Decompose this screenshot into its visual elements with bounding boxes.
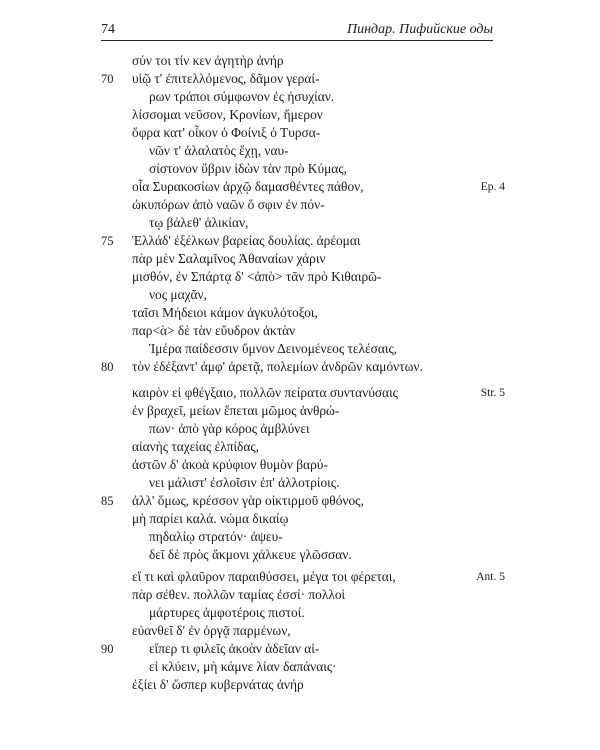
verse-line [0, 250, 600, 268]
verse-line [0, 178, 600, 196]
stanza-antistrophe-5 [0, 568, 600, 694]
verse-line [0, 232, 600, 250]
verse-text: μισθόν, ἐν Σπάρτᾳ δ' <ἀπὸ> τᾶν πρὸ Κιθαιρῶ- [132, 269, 382, 284]
stanza-label: Ant. 5 [476, 571, 505, 583]
verse-text: νος μαχᾶν, [149, 287, 207, 302]
verse-text: νῶν τ' ἀλαλατὸς ἔχῃ, ναυ- [149, 143, 289, 158]
verse-line [0, 304, 600, 322]
verse-line [0, 358, 600, 376]
running-title: Пиндар. Пифийские оды [346, 22, 493, 37]
verse-text: ὠκυπόρων ἀπὸ ναῶν ὅ σφιν ἐν πόν- [132, 197, 325, 212]
verse-line [0, 622, 600, 640]
line-number: 70 [101, 72, 114, 86]
verse-text: τῳ βάλεθ' ἁλικίαν, [149, 215, 249, 230]
verse-text: ἀστῶν δ' ἀκοὰ κρύφιον θυμὸν βαρύ- [132, 457, 328, 472]
verse-text: αἰανὴς ταχείας ἐλπίδας, [132, 439, 260, 454]
verse-text: ἐν βραχεῖ, μείων ἕπεται μῶμος ἀνθρώ- [132, 403, 340, 418]
verse-line [0, 384, 600, 402]
verse-text: υἱῷ τ' ἐπιτελλόμενος, δᾶμον γεραί- [132, 71, 320, 86]
verse-text: εἴ τι καὶ φλαῦρον παραιθύσσει, μέγα τοι φέρεται, [132, 569, 396, 584]
verse-line [0, 658, 600, 676]
verse-line [0, 492, 600, 510]
verse-line [0, 568, 600, 586]
verse-text: νει μάλιστ' ἐσλοῖσιν ἐπ' ἀλλοτρίοις. [149, 475, 340, 490]
verse-line [0, 196, 600, 214]
verse-text: ταῖσι Μήδειοι κάμον ἀγκυλότοξοι, [132, 305, 318, 320]
verse-line [0, 438, 600, 456]
verse-text: οἷα Συρακοσίων ἀρχῷ δαμασθέντες πάθον, [132, 179, 364, 194]
verse-text: παρ<ὰ> δὲ τὰν εὔυδρον ἀκτὰν [132, 323, 296, 338]
verse-line [0, 474, 600, 492]
verse-line [0, 160, 600, 178]
verse-line [0, 546, 600, 564]
verse-line [0, 70, 600, 88]
page-number: 74 [101, 22, 115, 37]
verse-line [0, 142, 600, 160]
verse-line [0, 604, 600, 622]
verse-line [0, 528, 600, 546]
verse-text: ρων τράποι σύμφωνον ἐς ἡσυχίαν. [149, 89, 335, 104]
verse-text: Ἱμέρα παίδεσσιν ὕμνον Δεινομένεος τελέσαις, [149, 341, 398, 356]
page-header [101, 22, 493, 41]
verse-text: μάρτυρες ἀμφοτέροις πιστοί. [149, 605, 305, 620]
verse-line [0, 52, 600, 70]
verse-text: πων· ἀπὸ γὰρ κόρος ἀμβλύνει [149, 421, 310, 436]
verse-line [0, 124, 600, 142]
verse-text: εὐανθεῖ δ' ἐν ὀργᾷ παρμένων, [132, 623, 291, 638]
verse-text: σίστονον ὕβριν ἰδὼν τὰν πρὸ Κύμας, [149, 161, 347, 176]
verse-text: καιρὸν εἰ φθέγξαιο, πολλῶν πείρατα συντανύσαις [132, 385, 398, 400]
verse-line [0, 214, 600, 232]
verse-line [0, 402, 600, 420]
verse-text: ἀλλ' ὅμως, κρέσσον γὰρ οἰκτιρμοῦ φθόνος, [132, 493, 364, 508]
stanza-label: Ep. 4 [480, 181, 505, 193]
verse-text: ὄφρα κατ' οἶκον ὁ Φοίνιξ ὁ Τυρσα- [132, 125, 321, 140]
verse-text: δεῖ δὲ πρὸς ἄκμονι χάλκευε γλῶσσαν. [149, 547, 352, 562]
verse-text: εἰ κλύειν, μὴ κάμνε λίαν δαπάναις· [149, 659, 337, 674]
verse-text: σύν τοι τίν κεν ἀγητὴρ ἀνήρ [132, 53, 284, 68]
verse-text: ἐξίει δ' ὥσπερ κυβερνάτας ἀνήρ [132, 677, 304, 692]
verse-text: εἴπερ τι φιλεῖς ἀκοὰν ἁδεῖαν αἰ- [149, 641, 320, 656]
stanza-label: Str. 5 [480, 387, 505, 399]
verse-text: πὰρ μὲν Σαλαμῖνος Ἀθαναίων χάριν [132, 251, 326, 266]
verse-text: Ἑλλάδ' ἐξέλκων βαρείας δουλίας. ἀρέομαι [132, 233, 361, 248]
verse-line [0, 640, 600, 658]
verse-text: πηδαλίῳ στρατόν· ἀψευ- [149, 529, 283, 544]
verse-line [0, 456, 600, 474]
verse-line [0, 88, 600, 106]
verse-line [0, 286, 600, 304]
verse-line [0, 586, 600, 604]
stanza-epode-4 [0, 178, 600, 376]
verse-text: μὴ παρίει καλά. νώμα δικαίῳ [132, 511, 289, 526]
line-number: 85 [101, 494, 114, 508]
stanza-strophe-5 [0, 384, 600, 564]
line-number: 90 [101, 642, 114, 656]
verse-line [0, 340, 600, 358]
verse-line [0, 676, 600, 694]
stanza-antistrophe-4-end [0, 52, 600, 178]
verse-text: τὸν ἐδέξαντ' ἀμφ' ἀρετᾷ, πολεμίων ἀνδρῶν καμόντων. [132, 359, 423, 374]
verse-line [0, 420, 600, 438]
verse-text: λίσσομαι νεῦσον, Κρονίων, ἥμερον [132, 107, 323, 122]
verse-line [0, 268, 600, 286]
line-number: 75 [101, 234, 114, 248]
line-number: 80 [101, 360, 114, 374]
verse-line [0, 322, 600, 340]
verse-line [0, 106, 600, 124]
verse-text: πὰρ σέθεν. πολλῶν ταμίας ἐσσί· πολλοὶ [132, 587, 346, 602]
verse-line [0, 510, 600, 528]
